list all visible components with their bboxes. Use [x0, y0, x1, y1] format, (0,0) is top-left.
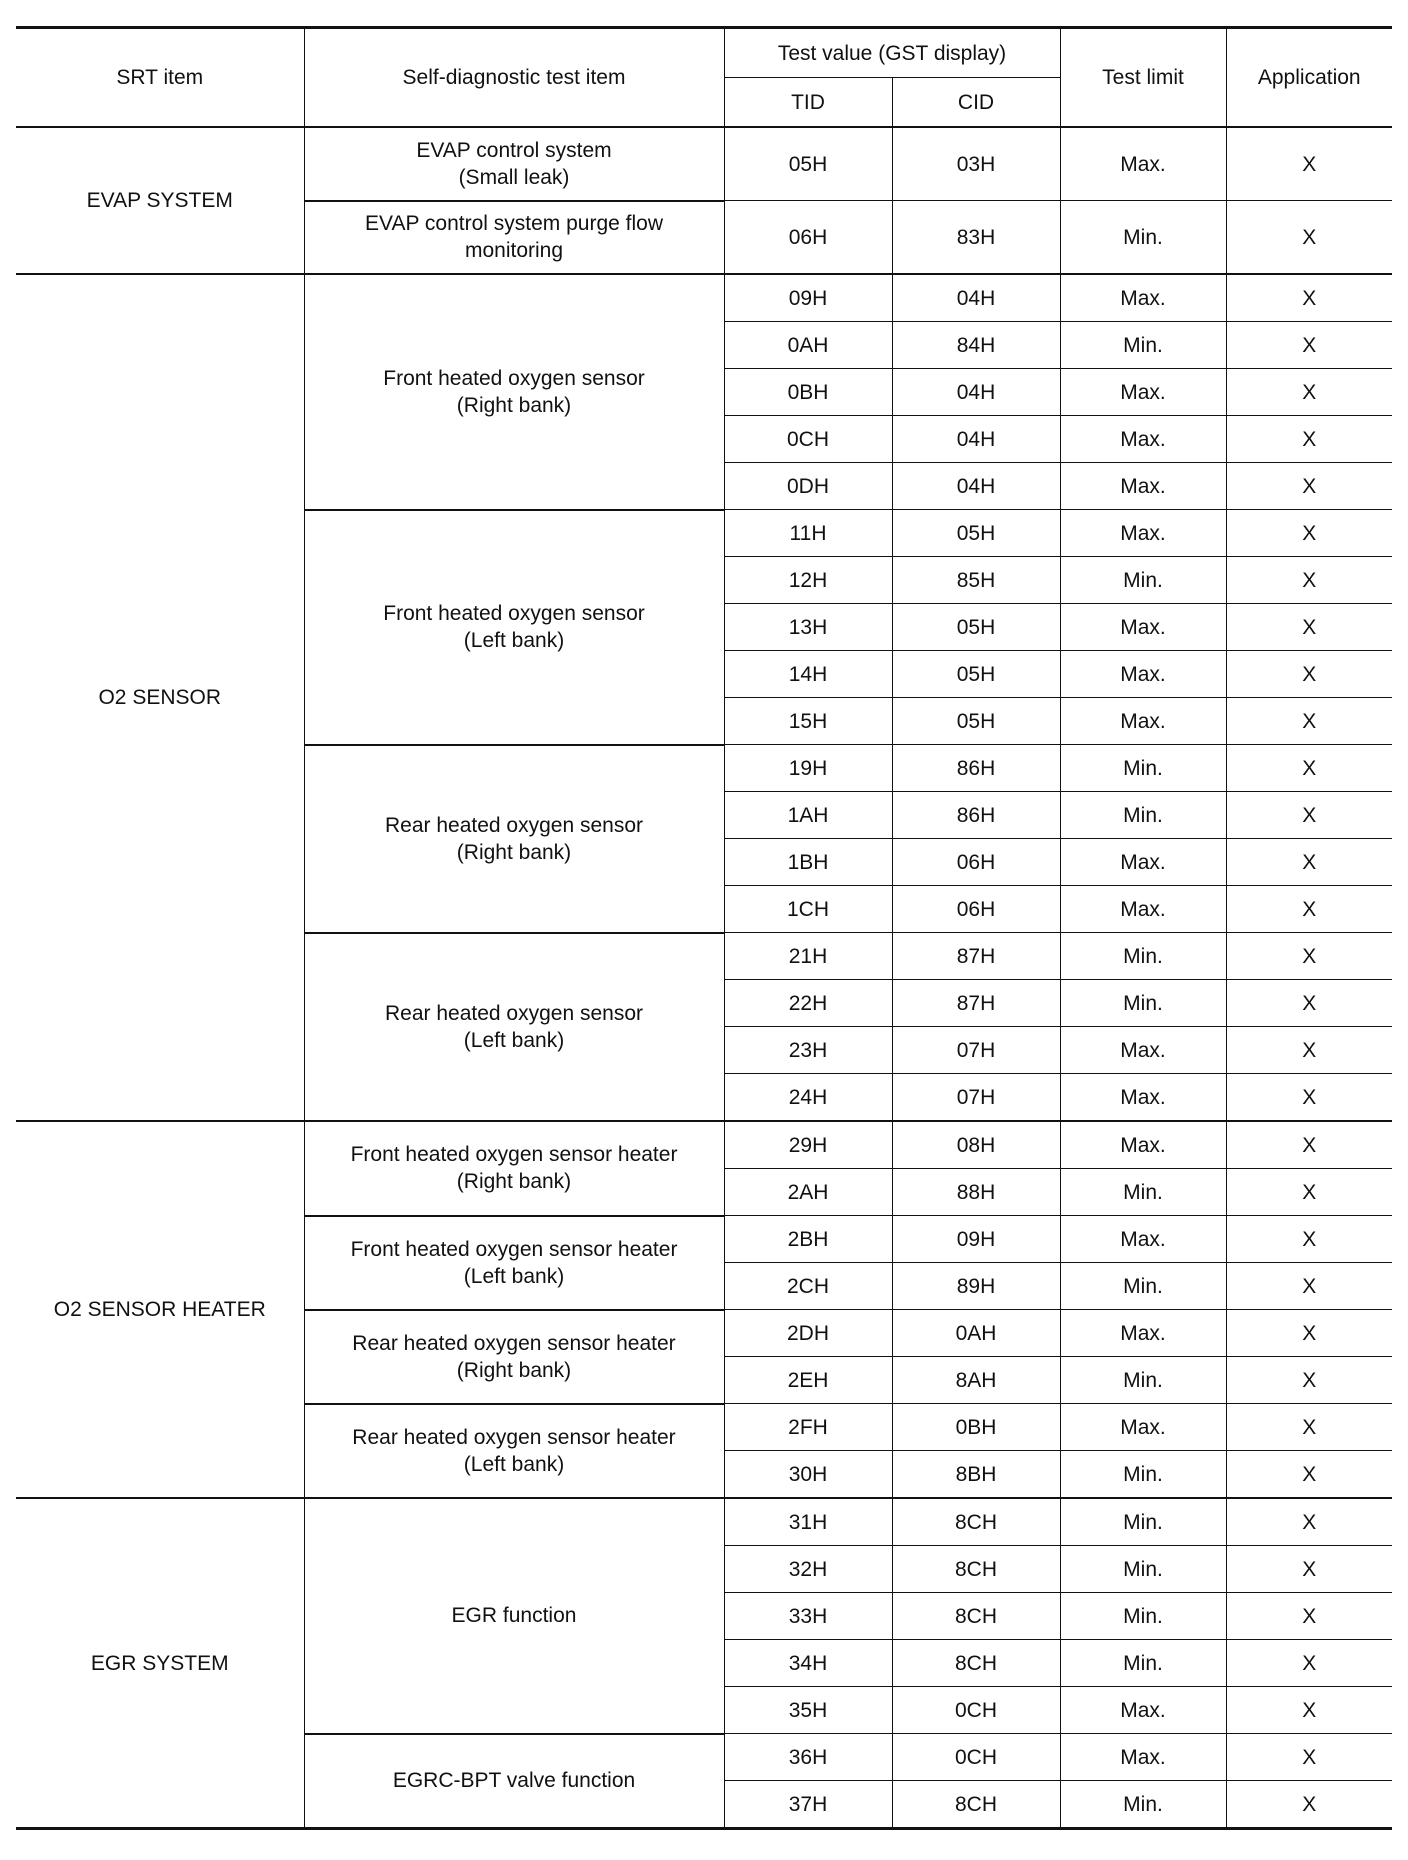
table-row [16, 274, 1392, 322]
test-limit-cell: Max. [1060, 698, 1226, 745]
application-cell: X [1226, 1121, 1392, 1169]
cid-cell: 04H [892, 416, 1060, 463]
test-limit-cell: Max. [1060, 604, 1226, 651]
test-limit-cell: Min. [1060, 1263, 1226, 1310]
test-limit-cell: Max. [1060, 127, 1226, 201]
cid-cell: 87H [892, 980, 1060, 1027]
tid-cell: 2DH [724, 1310, 892, 1357]
test-limit-cell: Min. [1060, 201, 1226, 275]
tid-cell: 33H [724, 1593, 892, 1640]
application-cell: X [1226, 1593, 1392, 1640]
self-diagnostic-test-item-cell: Rear heated oxygen sensor (Left bank) [304, 933, 724, 1122]
tid-cell: 0DH [724, 463, 892, 510]
tid-cell: 30H [724, 1451, 892, 1499]
cid-cell: 8CH [892, 1546, 1060, 1593]
application-cell: X [1226, 933, 1392, 980]
application-cell: X [1226, 839, 1392, 886]
cid-cell: 04H [892, 369, 1060, 416]
cid-cell: 04H [892, 274, 1060, 322]
tid-cell: 12H [724, 557, 892, 604]
test-limit-cell: Max. [1060, 510, 1226, 557]
application-cell: X [1226, 1216, 1392, 1263]
tid-cell: 29H [724, 1121, 892, 1169]
tid-cell: 0AH [724, 322, 892, 369]
cid-cell: 03H [892, 127, 1060, 201]
header-self-diagnostic-test-item: Self-diagnostic test item [304, 28, 724, 128]
tid-cell: 2BH [724, 1216, 892, 1263]
application-cell: X [1226, 1404, 1392, 1451]
test-limit-cell: Max. [1060, 416, 1226, 463]
application-cell: X [1226, 1687, 1392, 1734]
srt-item-cell: EVAP SYSTEM [16, 127, 304, 274]
header-srt-item: SRT item [16, 28, 304, 128]
application-cell: X [1226, 745, 1392, 792]
cid-cell: 05H [892, 604, 1060, 651]
tid-cell: 06H [724, 201, 892, 275]
application-cell: X [1226, 604, 1392, 651]
application-cell: X [1226, 1263, 1392, 1310]
self-diagnostic-test-item-cell: Front heated oxygen sensor heater (Left bank) [304, 1216, 724, 1310]
application-cell: X [1226, 463, 1392, 510]
cid-cell: 87H [892, 933, 1060, 980]
test-limit-cell: Max. [1060, 1027, 1226, 1074]
cid-cell: 8BH [892, 1451, 1060, 1499]
application-cell: X [1226, 1074, 1392, 1122]
application-cell: X [1226, 1451, 1392, 1499]
self-diagnostic-test-item-cell: Front heated oxygen sensor heater (Right bank) [304, 1121, 724, 1216]
tid-cell: 22H [724, 980, 892, 1027]
test-limit-cell: Max. [1060, 1121, 1226, 1169]
srt-item-cell: O2 SENSOR [16, 274, 304, 1121]
application-cell: X [1226, 127, 1392, 201]
tid-cell: 34H [724, 1640, 892, 1687]
header-cid: CID [892, 78, 1060, 128]
application-cell: X [1226, 651, 1392, 698]
cid-cell: 83H [892, 201, 1060, 275]
test-limit-cell: Min. [1060, 1169, 1226, 1216]
cid-cell: 8AH [892, 1357, 1060, 1404]
cid-cell: 07H [892, 1074, 1060, 1122]
test-limit-cell: Max. [1060, 274, 1226, 322]
tid-cell: 2EH [724, 1357, 892, 1404]
srt-table [16, 26, 1392, 1830]
test-limit-cell: Max. [1060, 463, 1226, 510]
test-limit-cell: Min. [1060, 1640, 1226, 1687]
srt-item-cell: EGR SYSTEM [16, 1498, 304, 1829]
tid-cell: 37H [724, 1781, 892, 1829]
tid-cell: 09H [724, 274, 892, 322]
cid-cell: 05H [892, 510, 1060, 557]
header-application: Application [1226, 28, 1392, 128]
application-cell: X [1226, 1546, 1392, 1593]
tid-cell: 35H [724, 1687, 892, 1734]
cid-cell: 05H [892, 698, 1060, 745]
test-limit-cell: Max. [1060, 1734, 1226, 1781]
table-body [16, 127, 1392, 1829]
tid-cell: 19H [724, 745, 892, 792]
self-diagnostic-test-item-cell: Rear heated oxygen sensor (Right bank) [304, 745, 724, 933]
test-limit-cell: Max. [1060, 839, 1226, 886]
application-cell: X [1226, 1734, 1392, 1781]
application-cell: X [1226, 1357, 1392, 1404]
test-limit-cell: Min. [1060, 1451, 1226, 1499]
tid-cell: 1BH [724, 839, 892, 886]
application-cell: X [1226, 792, 1392, 839]
test-limit-cell: Max. [1060, 651, 1226, 698]
application-cell: X [1226, 886, 1392, 933]
application-cell: X [1226, 510, 1392, 557]
self-diagnostic-test-item-cell: EVAP control system purge flow monitoring [304, 201, 724, 275]
header-tid: TID [724, 78, 892, 128]
test-limit-cell: Min. [1060, 322, 1226, 369]
tid-cell: 21H [724, 933, 892, 980]
test-limit-cell: Min. [1060, 1593, 1226, 1640]
cid-cell: 88H [892, 1169, 1060, 1216]
application-cell: X [1226, 1169, 1392, 1216]
application-cell: X [1226, 698, 1392, 745]
cid-cell: 04H [892, 463, 1060, 510]
tid-cell: 1CH [724, 886, 892, 933]
tid-cell: 14H [724, 651, 892, 698]
cid-cell: 09H [892, 1216, 1060, 1263]
table-row [16, 1498, 1392, 1546]
test-limit-cell: Max. [1060, 886, 1226, 933]
table-header [16, 28, 1392, 128]
test-limit-cell: Max. [1060, 369, 1226, 416]
application-cell: X [1226, 274, 1392, 322]
self-diagnostic-test-item-cell: Front heated oxygen sensor (Left bank) [304, 510, 724, 745]
cid-cell: 8CH [892, 1640, 1060, 1687]
test-limit-cell: Min. [1060, 745, 1226, 792]
tid-cell: 1AH [724, 792, 892, 839]
self-diagnostic-test-item-cell: EGR function [304, 1498, 724, 1734]
srt-item-cell: O2 SENSOR HEATER [16, 1121, 304, 1498]
tid-cell: 2FH [724, 1404, 892, 1451]
header-test-value: Test value (GST display) [724, 28, 1060, 78]
application-cell: X [1226, 369, 1392, 416]
cid-cell: 85H [892, 557, 1060, 604]
cid-cell: 8CH [892, 1781, 1060, 1829]
cid-cell: 05H [892, 651, 1060, 698]
tid-cell: 32H [724, 1546, 892, 1593]
cid-cell: 84H [892, 322, 1060, 369]
cid-cell: 0CH [892, 1734, 1060, 1781]
self-diagnostic-test-item-cell: EGRC-BPT valve function [304, 1734, 724, 1829]
application-cell: X [1226, 1640, 1392, 1687]
test-limit-cell: Max. [1060, 1216, 1226, 1263]
cid-cell: 06H [892, 886, 1060, 933]
self-diagnostic-test-item-cell: Rear heated oxygen sensor heater (Left bank) [304, 1404, 724, 1499]
tid-cell: 36H [724, 1734, 892, 1781]
tid-cell: 05H [724, 127, 892, 201]
application-cell: X [1226, 201, 1392, 275]
tid-cell: 2CH [724, 1263, 892, 1310]
self-diagnostic-test-item-cell: EVAP control system (Small leak) [304, 127, 724, 201]
application-cell: X [1226, 322, 1392, 369]
cid-cell: 0CH [892, 1687, 1060, 1734]
tid-cell: 2AH [724, 1169, 892, 1216]
application-cell: X [1226, 557, 1392, 604]
cid-cell: 89H [892, 1263, 1060, 1310]
table-row [16, 127, 1392, 201]
application-cell: X [1226, 1781, 1392, 1829]
test-limit-cell: Min. [1060, 1498, 1226, 1546]
cid-cell: 8CH [892, 1498, 1060, 1546]
tid-cell: 0BH [724, 369, 892, 416]
self-diagnostic-test-item-cell: Rear heated oxygen sensor heater (Right bank) [304, 1310, 724, 1404]
cid-cell: 0BH [892, 1404, 1060, 1451]
self-diagnostic-test-item-cell: Front heated oxygen sensor (Right bank) [304, 274, 724, 510]
test-limit-cell: Max. [1060, 1404, 1226, 1451]
cid-cell: 8CH [892, 1593, 1060, 1640]
test-limit-cell: Min. [1060, 1546, 1226, 1593]
tid-cell: 31H [724, 1498, 892, 1546]
cid-cell: 86H [892, 792, 1060, 839]
table-row [16, 1121, 1392, 1169]
cid-cell: 0AH [892, 1310, 1060, 1357]
tid-cell: 24H [724, 1074, 892, 1122]
application-cell: X [1226, 416, 1392, 463]
application-cell: X [1226, 980, 1392, 1027]
test-limit-cell: Max. [1060, 1074, 1226, 1122]
header-test-limit: Test limit [1060, 28, 1226, 128]
test-limit-cell: Min. [1060, 980, 1226, 1027]
tid-cell: 23H [724, 1027, 892, 1074]
application-cell: X [1226, 1498, 1392, 1546]
tid-cell: 13H [724, 604, 892, 651]
test-limit-cell: Min. [1060, 1357, 1226, 1404]
cid-cell: 07H [892, 1027, 1060, 1074]
cid-cell: 06H [892, 839, 1060, 886]
test-limit-cell: Min. [1060, 933, 1226, 980]
test-limit-cell: Min. [1060, 792, 1226, 839]
cid-cell: 08H [892, 1121, 1060, 1169]
srt-table-container [16, 26, 1392, 1830]
tid-cell: 15H [724, 698, 892, 745]
test-limit-cell: Min. [1060, 557, 1226, 604]
application-cell: X [1226, 1027, 1392, 1074]
tid-cell: 0CH [724, 416, 892, 463]
tid-cell: 11H [724, 510, 892, 557]
cid-cell: 86H [892, 745, 1060, 792]
test-limit-cell: Min. [1060, 1781, 1226, 1829]
test-limit-cell: Max. [1060, 1687, 1226, 1734]
application-cell: X [1226, 1310, 1392, 1357]
test-limit-cell: Max. [1060, 1310, 1226, 1357]
